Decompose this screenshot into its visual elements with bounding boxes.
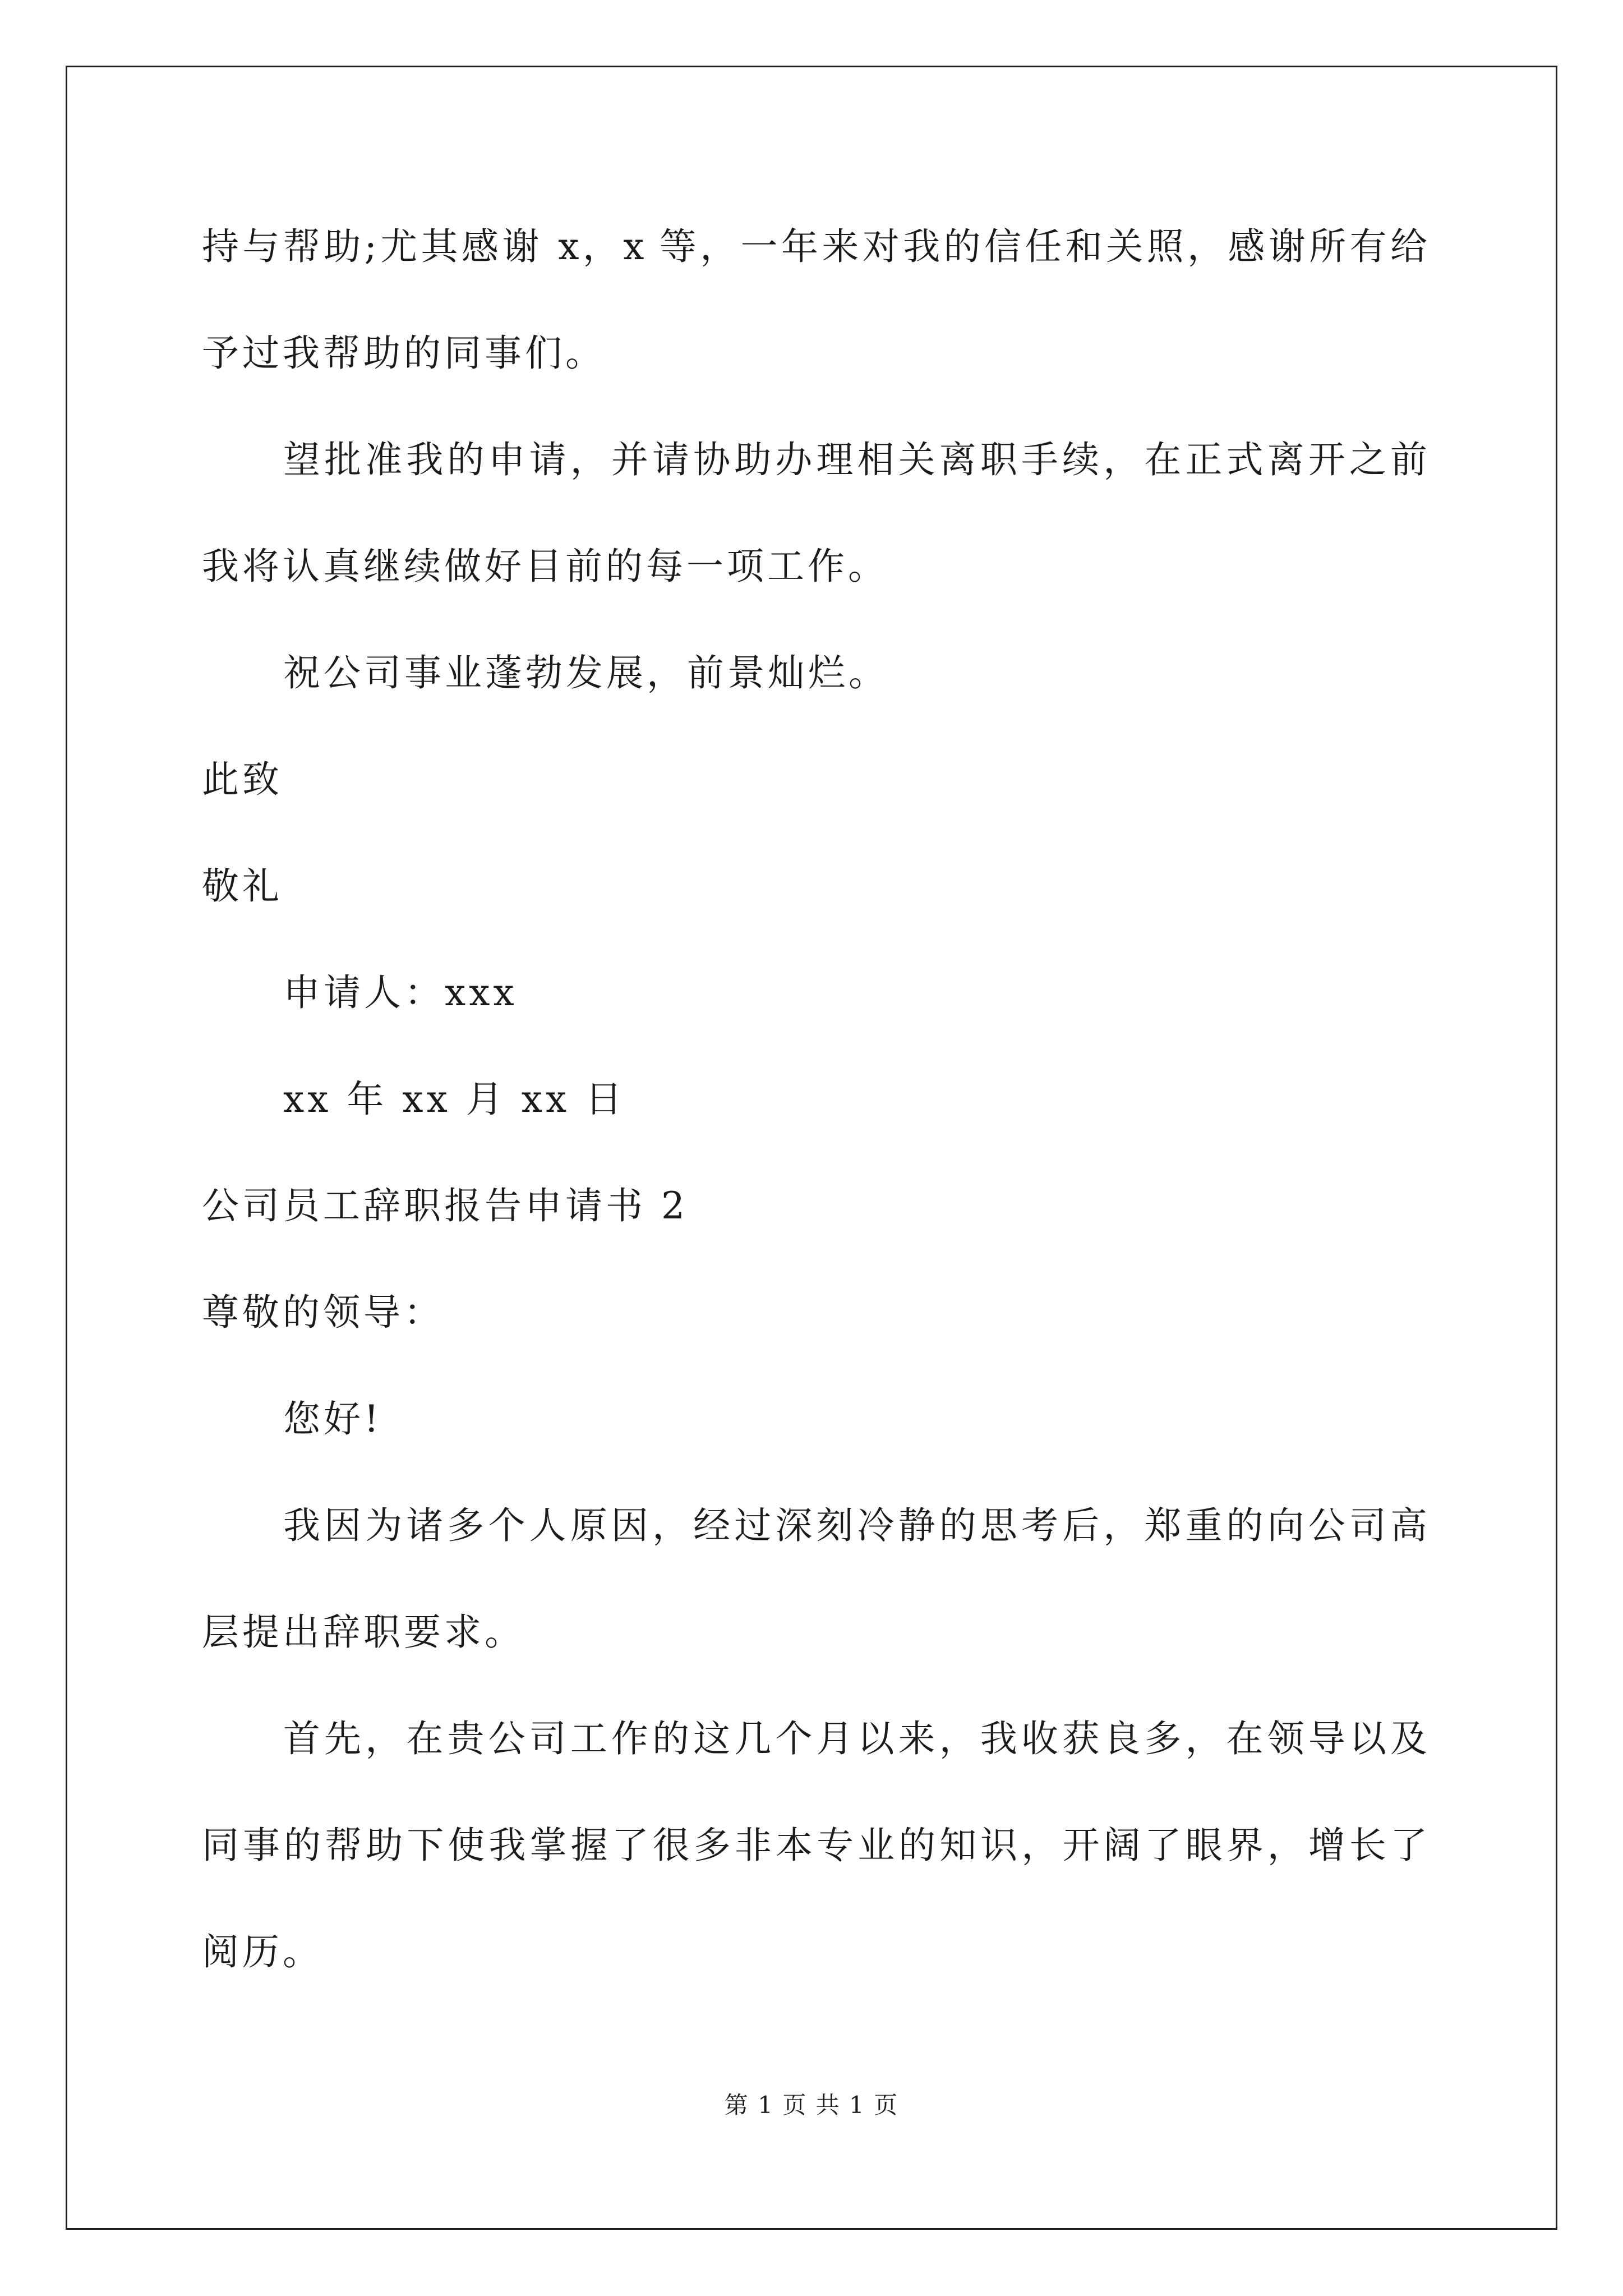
closing-salutation: 此致 [202,758,283,801]
body-line-2: 予过我帮助的同事们。 [202,332,606,375]
date-line: xx 年 xx 月 xx 日 [283,1078,626,1121]
body-line-1: 持与帮助;尤其感谢 x，x 等，一年来对我的信任和关照，感谢所有给 [202,225,1427,268]
body-line-5: 祝公司事业蓬勃发展，前景灿烂。 [283,651,889,694]
body-line-13: 我因为诸多个人原因，经过深刻冷静的思考后，郑重的向公司高 [283,1504,1427,1547]
section-title: 公司员工辞职报告申请书 2 [202,1184,688,1227]
page-border [66,66,1557,2230]
closing-regards: 敬礼 [202,864,283,908]
applicant-line: 申请人：xxx [283,971,518,1014]
body-line-4: 我将认真继续做好目前的每一项工作。 [202,545,888,588]
page-footer: 第 1 页 共 1 页 [724,2091,899,2119]
body-line-14: 层提出辞职要求。 [202,1611,525,1654]
body-line-3: 望批准我的申请，并请协助办理相关离职手续，在正式离开之前 [283,438,1427,481]
greeting-hello: 您好! [283,1397,382,1441]
body-line-17: 阅历。 [202,1930,323,1973]
greeting-recipient: 尊敬的领导： [202,1291,444,1334]
body-line-16: 同事的帮助下使我掌握了很多非本专业的知识，开阔了眼界，增长了 [202,1824,1427,1867]
body-line-15: 首先，在贵公司工作的这几个月以来，我收获良多，在领导以及 [283,1717,1427,1760]
